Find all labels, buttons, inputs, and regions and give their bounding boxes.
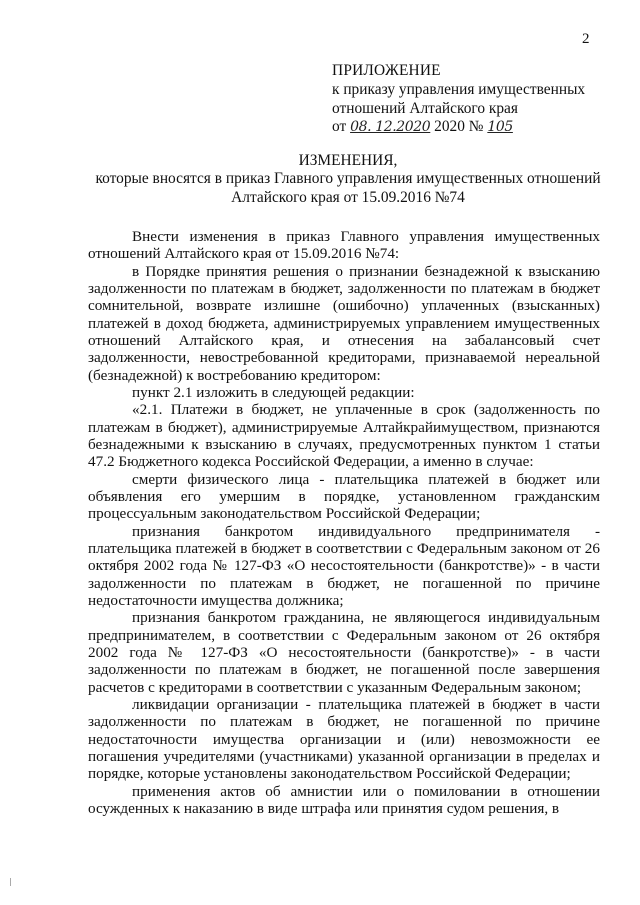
heading-subtitle: которые вносятся в приказ Главного управления имущественных отношений Алтайского края от 15.09.2016 №74 xyxy=(95,170,601,206)
paragraph-order: в Порядке принятия решения о признании безнадежной к взысканию задолженности по платежам в бюджет, задолженности по платежам в бюджет сомнительной, возврате излишне (ошибочно) уплаченных (взысканных) платежей в доход бюджета, администрируемых управлением имущественных отношений Алтайского края, и отнесения на забалансовый счет задолженности, невостребованной кредиторами, признаваемой нереальной (безнадежной) к востребованию кредитором: xyxy=(88,262,600,384)
paragraph-bankruptcy-citizen: признания банкротом гражданина, не являющегося индивидуальным предпринимателем, в соответствии с Федеральным законом от 26 октября 2002 года № 127-ФЗ «О несостоятельности (банкротстве)» - в части задолженности по платежам в бюджет, не погашенной после завершения расчетов с кредиторами в соответствии с указанным Федеральным законом; xyxy=(88,609,600,696)
appendix-title: ПРИЛОЖЕНИЕ xyxy=(332,62,441,79)
appendix-line-2: отношений Алтайского края xyxy=(332,99,518,117)
appendix-block xyxy=(332,62,632,137)
handwritten-number: 105 xyxy=(487,119,513,136)
paragraph-bankruptcy-entrepreneur: признания банкротом индивидуального предпринимателя - плательщика платежей в бюджет в соответствии с Федеральным законом от 26 октября 2002 года № 127-ФЗ «О несостоятельности (банкротстве)» - в части задолженности по платежам в бюджет, не погашенной по причине недостаточности имущества должника; xyxy=(88,522,600,609)
appendix-line-1: к приказу управления имущественных xyxy=(332,80,586,98)
year-number-label: 2020 № xyxy=(434,118,484,136)
appendix-date-line xyxy=(332,118,632,137)
paragraph-amnesty: применения актов об амнистии или о помиловании в отношении осужденных к наказанию в виде штрафа или принятия судом решения, в xyxy=(88,782,600,817)
changes-heading xyxy=(88,152,608,207)
paragraph-death: смерти физического лица - плательщика платежей в бюджет или объявления его умершим в порядке, установленном гражданским процессуальным законодательством Российской Федерации; xyxy=(88,470,600,523)
heading-title: ИЗМЕНЕНИЯ, xyxy=(298,152,398,169)
margin-mark xyxy=(10,878,14,886)
paragraph-liquidation: ликвидации организации - плательщика платежей в бюджет в части задолженности по платежам в бюджет, не погашенной по причине недостаточности имущества организации и (или) невозможности ее погашения учредителями (участниками) указанной организации в пределах и порядке, которые установлены законодательством Российской Федерации; xyxy=(88,695,600,783)
paragraph-item-2-1: пункт 2.1 изложить в следующей редакции: xyxy=(132,383,415,401)
date-prefix: от xyxy=(332,118,347,136)
page-number: 2 xyxy=(582,31,590,47)
paragraph-intro: Внести изменения в приказ Главного управления имущественных отношений Алтайского края от 15.09.2016 №74: xyxy=(88,228,600,263)
document-body xyxy=(88,228,600,817)
paragraph-quote-2-1: «2.1. Платежи в бюджет, не уплаченные в срок (задолженность по платежам в бюджет), администрируемые Алтайкрайимуществом, признаются безнадежными к взысканию в случаях, предусмотренных пунктом 1 статьи 47.2 Бюджетного кодекса Российской Федерации, а именно в случае: xyxy=(88,401,600,471)
handwritten-date: 08. 12.2020 xyxy=(350,119,431,136)
